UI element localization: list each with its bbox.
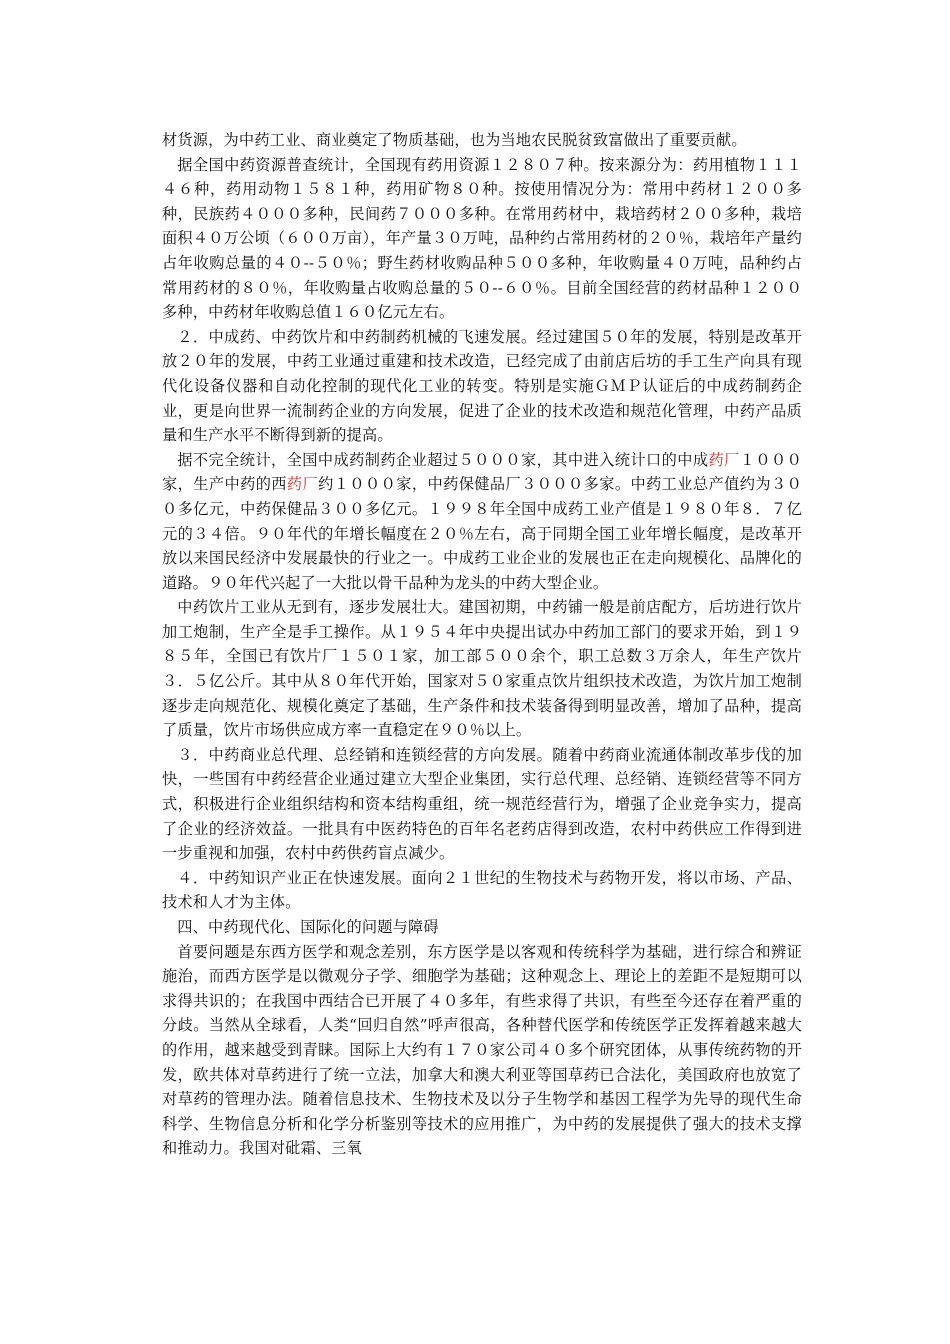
text-segment: 材货源，为中药工业、商业奠定了物质基础，也为当地农民脱贫致富做出了重要贡献。 — [162, 131, 747, 149]
text-segment: １０００家，生产中药的西 — [162, 450, 802, 494]
paragraph-p7 — [162, 915, 802, 940]
paragraph-p2 — [162, 325, 802, 448]
text-segment: ３．中药商业总代理、总经销和连锁经营的方向发展。随着中药商业流通体制改革步伐的加快，一些国有中药经营企业通过建立大型企业集团，实行总代理、总经销、连锁经营等不同方式，积极进行企业组织结构和资本结构重组，统一规范经营行为，增强了企业竞争实力，提高了企业的经济效益。一批具有中医药特色的百年名老药店得到改造，农村中药供应工作得到进一步重视和加强，农村中药供药盲点减少。 — [162, 745, 802, 863]
text-segment: 中药饮片工业从无到有，逐步发展壮大。建国初期，中药铺一般是前店配方，后坊进行饮片加工炮制，生产全是手工操作。从１９５４年中央提出试办中药加工部门的要求开始，到１９８５年，全国已有饮片厂１５０１家，加工部５００余个，职工总数３万余人，年生产饮片３．５亿公斤。其中从８０年代开始，国家对５０家重点饮片组织技术改造，为饮片加工炮制逐步走向规范化、规模化奠定了基础，生产条件和技术装备得到明显改善，增加了品种，提高了质量，饮片市场供应成方率一直稳定在９０％以上。 — [162, 598, 802, 740]
highlighted-term: 药厂 — [286, 475, 319, 494]
text-segment: 约１０００家，中药保健品厂３０００多家。中药工业总产值约为３００多亿元，中药保健品３００多亿元。１９９８年全国中成药工业产值是１９８０年８．７亿元的３４倍。９０年代的年增长幅度在２０％左右，高于同期全国工业年增长幅度，是改革开放以来国民经济中发展最快的行业之一。中成药工业企业的发展也正在走向规模化、品牌化的道路。９０年代兴起了一大批以骨干品种为龙头的中药大型企业。 — [162, 475, 802, 592]
text-segment: 据不完全统计，全国中成药制药企业超过５０００家，其中进入统计口的中成 — [177, 450, 709, 469]
paragraph-p3 — [162, 448, 802, 596]
paragraph-p8 — [162, 940, 802, 1161]
highlighted-term: 药厂 — [708, 450, 740, 469]
paragraph-p1 — [162, 153, 802, 325]
paragraph-p4 — [162, 595, 802, 743]
paragraph-p5 — [162, 743, 802, 866]
text-segment: 四、中药现代化、国际化的问题与障碍 — [177, 918, 439, 936]
text-segment: 据全国中药资源普查统计，全国现有药用资源１２８０７种。按来源分为：药用植物１１１４６种，药用动物１５８１种，药用矿物８０种。按使用情况分为：常用中药材１２００多种，民族药４０００多种，民间药７０００多种。在常用药材中，栽培药材２００多种，栽培面积４０万公顷（６００万亩），年产量３０万吨，品种约占常用药材的２０％，栽培年产量约占年收购总量的４０--５０％；野生药材收购品种５００多种，年收购量４０万吨，品种约占常用药材的８０％，年收购量占收购总量的５０--６０％。目前全国经营的药材品种１２００多种，中药材年收购总值１６０亿元左右。 — [162, 155, 802, 322]
text-segment: ２．中成药、中药饮片和中药制药机械的飞速发展。经过建国５０年的发展，特别是改革开放２０年的发展，中药工业通过重建和技术改造，已经完成了由前店后坊的手工生产向具有现代化设备仪器和自动化控制的现代化工业的转变。特别是实施ＧＭＰ认证后的中成药制药企业，更是向世界一流制药企业的方向发展，促进了企业的技术改造和规范化管理，中药产品质量和生产水平不断得到新的提高。 — [162, 327, 802, 445]
document-body — [162, 128, 802, 1161]
text-segment: ４．中药知识产业正在快速发展。面向２１世纪的生物技术与药物开发，将以市场、产品、技术和人才为主体。 — [162, 868, 802, 912]
paragraph-p6 — [162, 866, 802, 915]
text-segment: 首要问题是东西方医学和观念差别，东方医学是以客观和传统科学为基础，进行综合和辨证施治，而西方医学是以微观分子学、细胞学为基础；这种观念上、理论上的差距不是短期可以求得共识的；在我国中西结合已开展了４０多年，有些求得了共识，有些至今还存在着严重的分歧。当然从全球看，人类“回归自然”呼声很高，各种替代医学和传统医学正发挥着越来越大的作用，越来越受到青睐。国际上大约有１７０家公司４０多个研究团体，从事传统药物的开发，欧共体对草药进行了统一立法，加拿大和澳大利亚等国草药已合法化，美国政府也放宽了对草药的管理办法。随着信息技术、生物技术及以分子生物学和基因工程学为先导的现代生命科学、生物信息分析和化学分析鉴别等技术的应用推广，为中药的发展提供了强大的技术支撑和推动力。我国对砒霜、三氧 — [162, 942, 802, 1158]
paragraph-p0 — [162, 128, 802, 153]
